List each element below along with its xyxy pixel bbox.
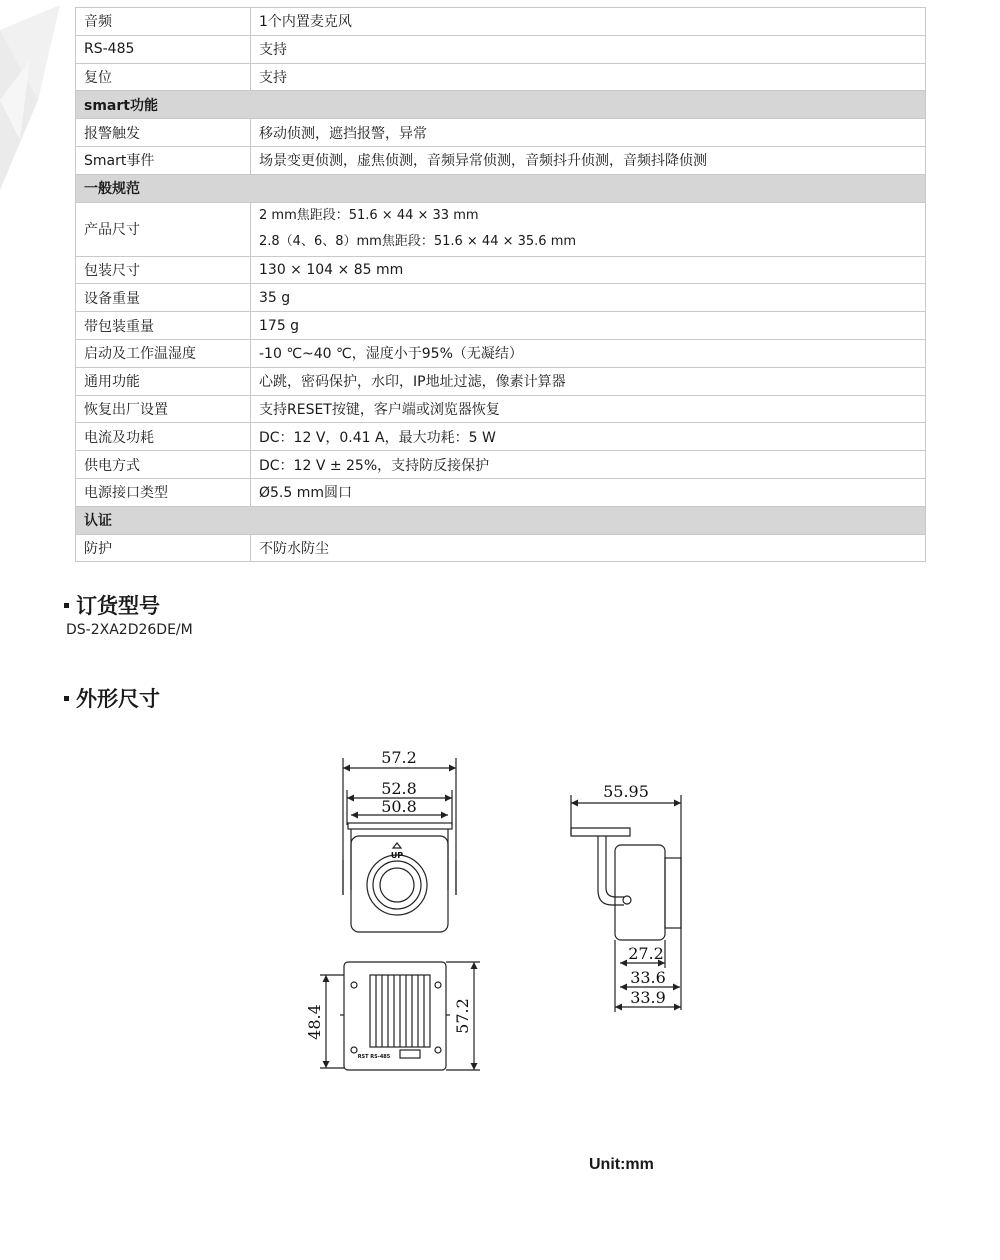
spec-value: 不防水防尘 (251, 534, 926, 562)
spec-key: 通用功能 (76, 367, 251, 395)
spec-key: 电流及功耗 (76, 423, 251, 451)
dimension-labels (305, 748, 666, 1060)
spec-value: 1个内置麦克风 (251, 8, 926, 36)
section-row (76, 174, 926, 202)
ordering-heading (64, 590, 160, 620)
spec-value: Ø5.5 mm圆口 (251, 478, 926, 506)
side-width-55-95: 55.95 (603, 782, 649, 801)
spec-key: 设备重量 (76, 284, 251, 312)
table-row (76, 8, 926, 36)
table-row (76, 367, 926, 395)
front-width-52-8: 52.8 (381, 779, 417, 798)
table-row (76, 284, 926, 312)
ordering-heading-text: 订货型号 (76, 594, 160, 618)
section-title: 认证 (76, 506, 926, 534)
table-row (76, 202, 926, 256)
corner-decoration (0, 0, 80, 190)
spec-value: 35 g (251, 284, 926, 312)
spec-value: 175 g (251, 312, 926, 340)
bullet-square-icon (64, 696, 69, 701)
spec-key: 恢复出厂设置 (76, 395, 251, 423)
port-label: RST RS-485 (357, 1054, 391, 1060)
table-row (76, 395, 926, 423)
section-row (76, 506, 926, 534)
spec-key: 防护 (76, 534, 251, 562)
spec-value: 130 × 104 × 85 mm (251, 256, 926, 284)
table-row (76, 312, 926, 340)
section-row (76, 91, 926, 119)
unit-label: Unit:mm (589, 1156, 654, 1173)
spec-key: 带包装重量 (76, 312, 251, 340)
table-row (76, 256, 926, 284)
back-height-48-4: 48.4 (305, 1004, 324, 1040)
spec-key: 供电方式 (76, 451, 251, 479)
dimension-drawing (0, 720, 1000, 1140)
spec-key: Smart事件 (76, 146, 251, 174)
spec-value: 支持 (251, 63, 926, 91)
spec-value: 支持 (251, 35, 926, 63)
dimensions-heading-text: 外形尺寸 (76, 687, 160, 711)
spec-value: 支持RESET按键，客户端或浏览器恢复 (251, 395, 926, 423)
model-number: DS-2XA2D26DE/M (66, 622, 193, 638)
spec-value (251, 202, 926, 256)
spec-key: 复位 (76, 63, 251, 91)
section-title: smart功能 (76, 91, 926, 119)
table-row (76, 478, 926, 506)
table-row (76, 451, 926, 479)
spec-key: 产品尺寸 (76, 202, 251, 256)
spec-key: 音频 (76, 8, 251, 36)
spec-key: RS-485 (76, 35, 251, 63)
table-row (76, 119, 926, 147)
spec-value: DC：12 V，0.41 A，最大功耗：5 W (251, 423, 926, 451)
spec-key: 包装尺寸 (76, 256, 251, 284)
side-depth-33-9: 33.9 (630, 988, 666, 1007)
spec-key: 电源接口类型 (76, 478, 251, 506)
front-width-57-2: 57.2 (381, 748, 417, 767)
up-label: UP (390, 851, 404, 860)
front-width-50-8: 50.8 (381, 797, 417, 816)
spec-value: -10 ℃~40 ℃，湿度小于95%（无凝结） (251, 339, 926, 367)
section-title: 一般规范 (76, 174, 926, 202)
table-row (76, 423, 926, 451)
table-row (76, 339, 926, 367)
spec-key: 报警触发 (76, 119, 251, 147)
spec-value-line: 2 mm焦距段：51.6 × 44 × 33 mm (259, 208, 479, 224)
table-row (76, 35, 926, 63)
dimensions-heading (64, 683, 160, 713)
side-depth-33-6: 33.6 (630, 968, 666, 987)
table-row (76, 534, 926, 562)
spec-key: 启动及工作温湿度 (76, 339, 251, 367)
spec-value-line: 2.8（4、6、8）mm焦距段：51.6 × 44 × 35.6 mm (259, 234, 577, 250)
spec-value: DC：12 V ± 25%，支持防反接保护 (251, 451, 926, 479)
back-height-57-2: 57.2 (453, 998, 472, 1034)
spec-table (75, 7, 926, 562)
side-depth-27-2: 27.2 (628, 944, 664, 963)
spec-value: 场景变更侦测，虚焦侦测，音频异常侦测，音频抖升侦测，音频抖降侦测 (251, 146, 926, 174)
table-row (76, 63, 926, 91)
spec-value: 心跳，密码保护，水印，IP地址过滤，像素计算器 (251, 367, 926, 395)
table-row (76, 146, 926, 174)
spec-value: 移动侦测，遮挡报警，异常 (251, 119, 926, 147)
bullet-square-icon (64, 603, 69, 608)
